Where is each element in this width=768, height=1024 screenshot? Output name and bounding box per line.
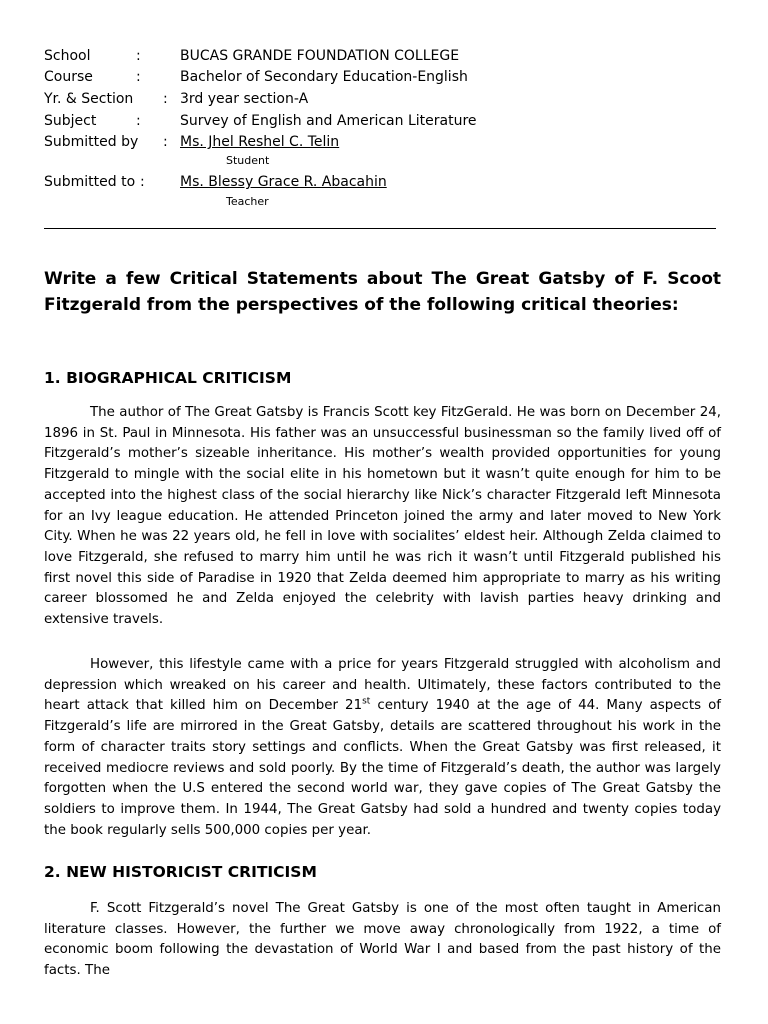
header-colon: :: [163, 134, 168, 150]
header-value-submitted-by: Ms. Jhel Reshel C. Telin: [180, 134, 340, 150]
paragraph-text: However, this lifestyle came with a price for years Fitzgerald struggled with alcoholism and depression which wreaked on his career and health. Ultimately, these factors contributed to the heart attack that killed him on December 21: [44, 657, 721, 714]
submitted-to-role: Teacher: [226, 195, 269, 208]
paragraph-new-historicist-1: F. Scott Fitzgerald’s novel The Great Gatsby is one of the most often taught in American literature classes. However, the further we move away chronologically from 1922, a time of economic boom following the devastation of World War I and based from the past history of the facts. The: [44, 901, 721, 979]
header-value-subject: Survey of English and American Literature: [180, 113, 477, 129]
header-value-course: Bachelor of Secondary Education-English: [180, 69, 468, 85]
horizontal-divider: [44, 228, 716, 229]
superscript-ordinal: st: [362, 696, 371, 707]
section-heading-biographical: 1. BIOGRAPHICAL CRITICISM: [44, 369, 292, 387]
assignment-prompt: Write a few Critical Statements about The Great Gatsby of F. Scoot Fitzgerald from the perspectives of the following critical theories:: [44, 269, 721, 315]
paragraph-biographical-1: The author of The Great Gatsby is Francis Scott key FitzGerald. He was born on December 24, 1896 in St. Paul in Minnesota. His father was an unsuccessful businessman so the family lived off of Fitzgerald’s mother’s sizeable inheritance. His mother’s wealth provided opportunities for young Fitzgerald to mingle with the social elite in his hometown but it wasn’t quite enough for him to be accepted into the highest class of the social hierarchy like Nick’s character Fitzgerald left Minnesota for an Ivy league education. He attended Princeton joined the army and later moved to New York City. When he was 22 years old, he fell in love with socialites’ eldest heir. Although Zelda claimed to love Fitzgerald, she refused to marry him until he was rich it wasn’t until Fitzgerald published his first novel this side of Paradise in 1920 that Zelda deemed him appropriate to marry as his writing career blossomed he and Zelda enjoyed the celebrity with lavish parties heavy drinking and extensive travels.: [44, 405, 721, 628]
header-colon: :: [136, 113, 141, 129]
header-value-school: BUCAS GRANDE FOUNDATION COLLEGE: [180, 48, 460, 64]
header-label: School: [44, 48, 91, 64]
header-label: Yr. & Section: [44, 91, 134, 107]
header-colon: :: [136, 48, 141, 64]
header-label: Course: [44, 69, 93, 85]
header-label: Submitted by: [44, 134, 139, 150]
header-label: Submitted to: [44, 174, 136, 190]
header-label: Subject: [44, 113, 97, 129]
header-colon: :: [140, 174, 145, 190]
header-colon: :: [163, 91, 168, 107]
header-value-submitted-to: Ms. Blessy Grace R. Abacahin: [180, 174, 387, 190]
submitted-by-role: Student: [226, 154, 270, 167]
paragraph-text: century 1940 at the age of 44. Many aspects of Fitzgerald’s life are mirrored in the Great Gatsby, details are scattered throughout his work in the form of character traits story settings and conflicts. When the Great Gatsby was first released, it received mediocre reviews and sold poorly. By the time of Fitzgerald’s death, the author was largely forgotten when the U.S entered the second world war, they gave copies of The Great Gatsby the soldiers to improve them. In 1944, The Great Gatsby had sold a hundred and twenty copies today the book regularly sells 500,000 copies per year.: [44, 698, 722, 838]
paragraph-biographical-2: [44, 655, 721, 841]
header-value-section: 3rd year section-A: [180, 91, 309, 107]
section-heading-new-historicist: 2. NEW HISTORICIST CRITICISM: [44, 863, 317, 881]
header-colon: :: [136, 69, 141, 85]
